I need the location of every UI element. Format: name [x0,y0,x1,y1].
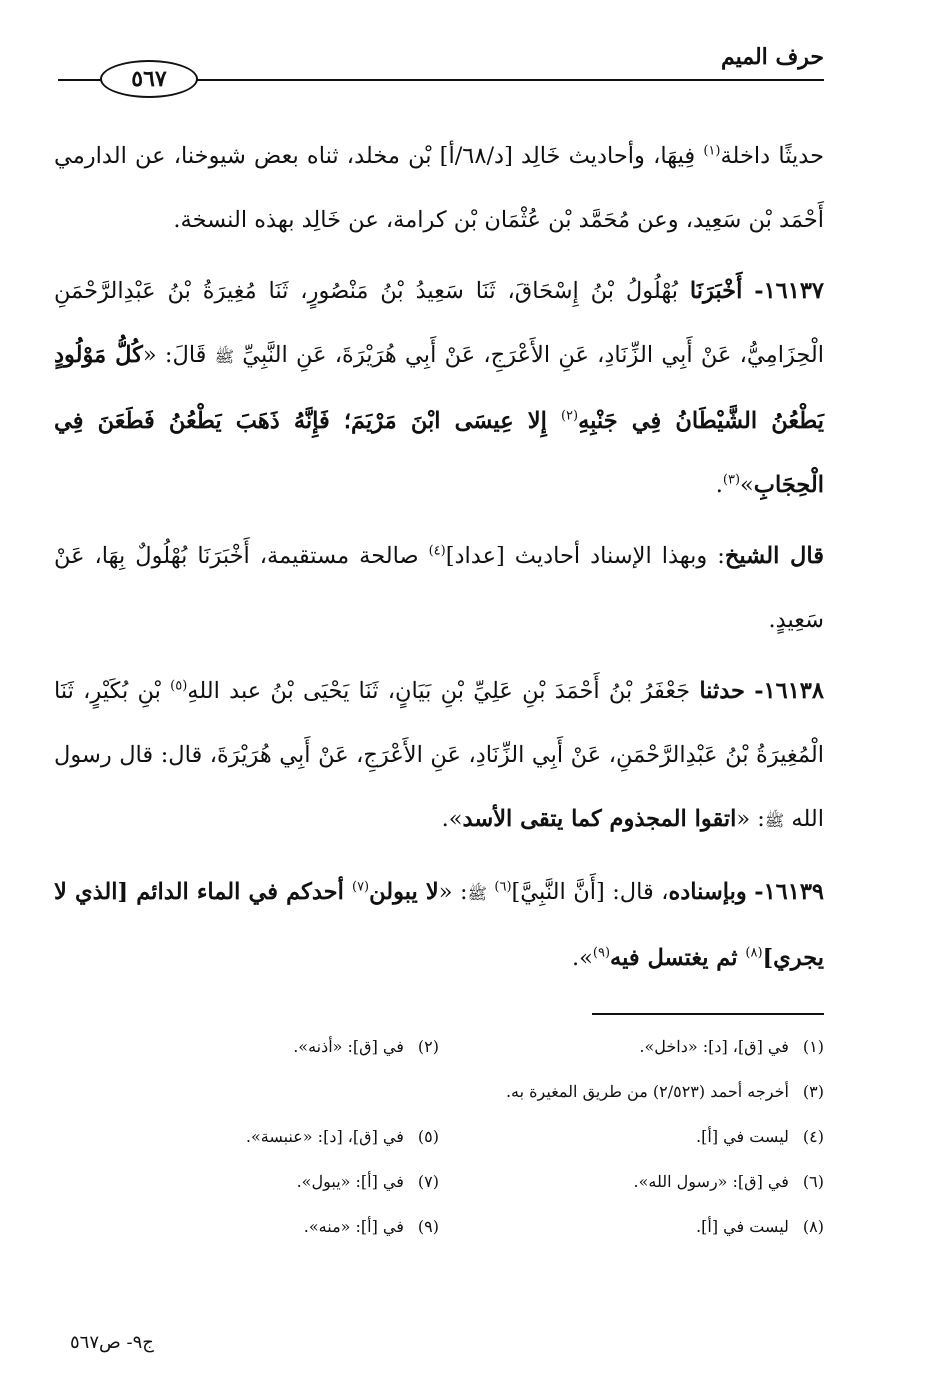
footnote-9 [54,1217,439,1236]
footnote-number: (٦) [802,1172,824,1191]
footnote-row [54,1159,824,1204]
salla-glyph: ﷺ [764,811,785,830]
isnad-text: جَعْفَرُ بْنُ أَحْمَدَ بْنِ عَلِيِّ بْنِ بَيَانٍ، ثَنَا يَحْيَى بْنُ عبد اللهِ [187,678,691,704]
text-segment: صالحة مستقيمة، أَخْبَرَنَا بُهْلُولٌ بِهَا، عَنْ سَعِيدٍ. [54,543,824,633]
footnote-text: في [أ]: «منه». [303,1217,404,1236]
footnote-5 [54,1127,439,1146]
footnote-3 [54,1082,824,1101]
footnote-text: في [ق]، [د]: «داخل». [639,1037,789,1056]
hadith-number: ١٦١٣٩- [754,879,825,905]
matn-text: ثم يغتسل فيه [610,945,746,971]
text-segment: . [715,472,723,498]
transmission-keyword: أَخْبَرَنَا [689,278,743,304]
footnote-ref: (١) [703,143,721,159]
matn-text: اتقوا المجذوم كما يتقى الأسد [462,806,737,832]
page-number-badge [100,60,198,98]
footnote-4 [439,1127,824,1146]
footnote-text: ليست في [أ]. [696,1127,789,1146]
footnote-1 [439,1037,824,1056]
body-text [54,124,824,990]
footnote-number: (١) [802,1037,824,1056]
comment-keyword: قال الشيخ [724,543,824,569]
footnote-2 [54,1037,439,1056]
page-number: ٥٦٧ [131,66,167,92]
footnote-7 [54,1172,439,1191]
hadith-16137 [54,259,824,517]
isnad-text: بُهْلُولُ بْنُ إِسْحَاقَ، ثَنَا سَعِيدُ بْنُ مَنْصُورٍ، ثَنَا مُغِيرَةُ بْنُ عَبْدِالرَّحْمَنِ الْحِزَامِيُّ، عَنْ أَبِي الزِّنَادِ، عَنِ الأَعْرَجِ، عَنْ أَبِي هُرَيْرَةَ، عَنِ النَّبِيِّ [54,278,825,368]
text-segment: : وبهذا الإسناد أحاديث [عداد] [445,543,725,569]
footnote-text: في [ق]، [د]: «عنبسة». [245,1127,404,1146]
paragraph-intro [54,124,824,252]
text-segment: ». [441,806,463,832]
text-segment: ». [571,945,593,971]
footnote-8 [439,1217,824,1236]
footnote-ref: (٧) [351,879,370,895]
footnote-ref: (٦) [494,879,512,895]
footnote-text: في [ق]: «رسول الله». [633,1172,789,1191]
footnote-separator [592,1013,824,1015]
hadith-number: ١٦١٣٧- [754,278,824,304]
footnote-ref: (٢) [560,408,579,424]
footnote-ref: (٩) [592,945,611,961]
sheikh-comment [54,524,824,652]
footnote-row [54,1069,824,1114]
footnote-row [54,1024,824,1069]
hadith-number: ١٦١٣٨- [754,678,824,704]
footnote-number: (٢) [417,1037,439,1056]
text-segment: » [740,472,754,498]
matn-text: إِلا عِيسَى ابْنَ مَرْيَمَ؛ فَإِنَّهُ ذَهَبَ يَطْعُنُ فَطَعَنَ فِي الْحِجَابِ [54,408,824,498]
footnotes [54,1024,824,1249]
matn-text: أحدكم في الماء الدائم [الذي لا يجري] [54,879,824,971]
transmission-keyword: حدثنا [699,678,745,704]
matn-text: كُلُّ مَوْلُودٍ يَطْعُنُ الشَّيْطَانُ فِي جَنْبِهِ [54,342,824,434]
running-title: حرف الميم [720,44,824,70]
footnote-text: أخرجه أحمد (٢/٥٢٣) من طريق المغيرة به. [505,1082,789,1101]
footnote-ref: (٨) [745,945,763,961]
text-segment: حديثًا داخلة [720,143,824,169]
volume-page-reference: ج٩- ص٥٦٧ [70,1332,154,1353]
salla-glyph: ﷺ [214,347,235,366]
text-segment: قَالَ: « [142,342,207,368]
footnote-ref: (٣) [722,472,741,488]
footnote-number: (٧) [417,1172,439,1191]
footnote-number: (٨) [802,1217,824,1236]
text-segment: فِيهَا، وأحاديث خَالِد [د/٦٨/أ] بْن مخلد، ثناه بعض شيوخنا، عن الدارمي أَحْمَد بْن سَعِيد، وعن مُحَمَّد بْن عُثْمَان بْن كرامة، عن خَالِد بهذه النسخة. [54,143,824,233]
footnote-row [54,1114,824,1159]
footnote-ref: (٥) [170,678,188,694]
footnote-text: في [ق]: «أذنه». [293,1037,404,1056]
text-segment: ، قال: [أَنَّ النَّبِيَّ] [511,879,669,905]
hadith-16139 [54,860,824,990]
footnote-text: ليست في [أ]. [696,1217,789,1236]
footnote-number: (٣) [802,1082,824,1101]
hadith-16138 [54,659,824,853]
footnote-number: (٩) [417,1217,439,1236]
text-segment: : « [438,879,468,905]
footnote-ref: (٤) [428,543,446,559]
footnote-text: في [أ]: «يبول». [296,1172,404,1191]
matn-text: لا يبولن [369,879,439,905]
salla-glyph: ﷺ [467,884,487,903]
transmission-keyword: وبإسناده [668,879,747,905]
footnote-number: (٤) [802,1127,824,1146]
footnote-number: (٥) [417,1127,439,1146]
footnote-row [54,1204,824,1249]
isnad-text: بْنِ بُكَيْرٍ، ثَنَا الْمُغِيرَةُ بْنُ عَبْدِالرَّحْمَنِ، عَنْ أَبِي الزِّنَادِ، عَنِ الأَعْرَجِ، عَنْ أَبِي هُرَيْرَةَ، قال: قال رسول الله [54,678,824,832]
text-segment: : « [736,806,765,832]
footnote-6 [439,1172,824,1191]
